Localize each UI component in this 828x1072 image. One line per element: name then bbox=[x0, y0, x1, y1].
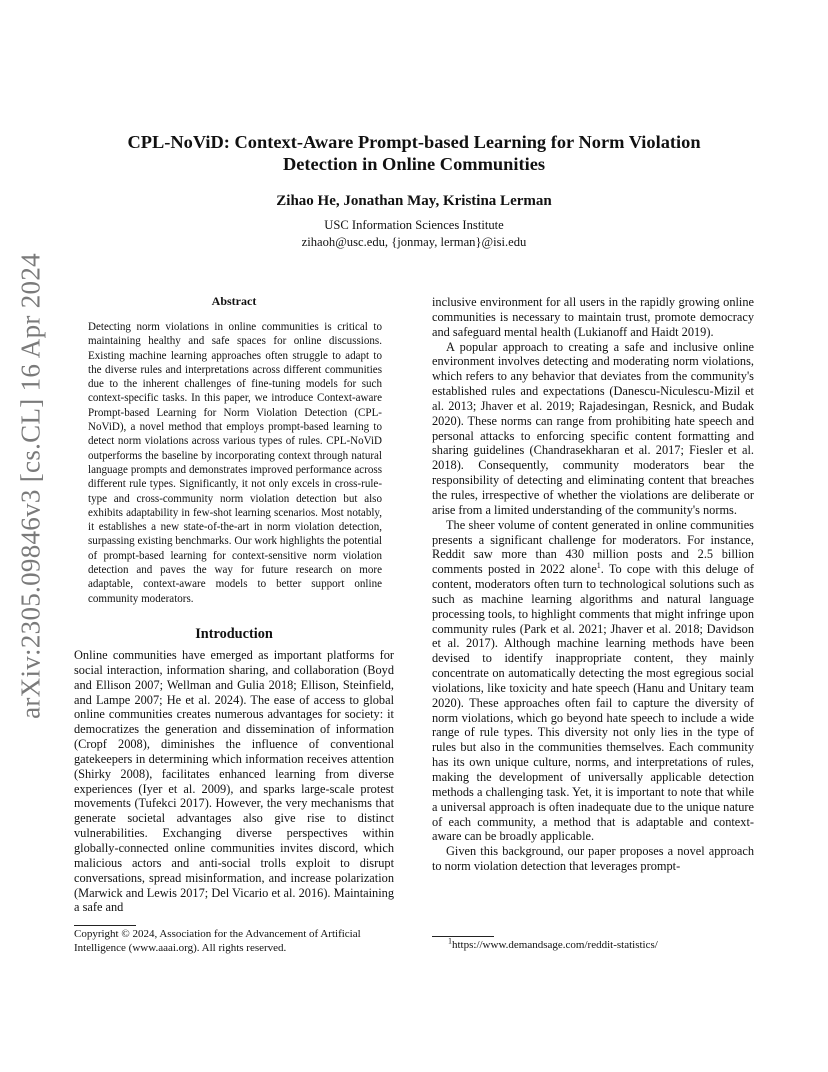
footnote-rule bbox=[432, 936, 494, 937]
introduction-heading: Introduction bbox=[195, 626, 273, 642]
right-column-body bbox=[432, 295, 754, 874]
arxiv-watermark bbox=[0, 253, 62, 719]
abstract-text: Detecting norm violations in online communities is critical to maintaining healthy and safe spaces for online discussions. Existing machine learning approaches often struggle to adapt to the diverse rules and interpretations across different communities due to the inherent challenges of fine-tuning models for such context-specific tasks. In this paper, we introduce Context-aware Prompt-based Learning for Norm Violation Detection (CPL-NoViD), a novel method that employs prompt-based learning to detect norm violations across various types of rules. CPL-NoViD outperforms the baseline by incorporating context through natural language prompts and demonstrates improved performance across different rule types. Significantly, it not only excels in cross-rule-type and cross-community norm violation detection but also exhibits adaptability in few-shot learning scenarios. Most notably, it establishes a new state-of-the-art in norm violation detection, surpassing existing benchmarks. Our work highlights the potential of prompt-based learning for context-sensitive norm violation detection and paves the way for future research on more adaptable, context-aware models to better support online community moderators. bbox=[88, 321, 382, 605]
emails[interactable]: zihaoh@usc.edu, {jonmay, lerman}@isi.edu bbox=[301, 234, 527, 249]
intro-paragraph-1: Online communities have emerged as important platforms for social interaction, information sharing, and collaboration (Boyd and Ellison 2007; Wellman and Gulia 2018; Ellison, Steinfield, and Lampe 2007; He et al. 2024). The ease of access to global online communities creates numerous advantages for society: it democratizes the generation and dissemination of information (Cropf 2008), diminishes the influence of conventional gatekeepers in determining which information receives attention (Shirky 2008), facilitates enhanced learning from diverse experiences (Iyer et al. 2009), and sparks large-scale protest movements (Tufekci 2017). However, the very mechanisms that generate societal advantages also give rise to distinct vulnerabilities. Exchanging diverse perspectives within globally-connected online communities invites discord, which malicious actors and anti-social trolls exploit to disrupt conversations, spread misinformation, and increase polarization (Marwick and Lewis 2017; Del Vicario et al. 2016). Maintaining a safe and bbox=[74, 648, 394, 915]
intro-paragraph-1-continued: inclusive environment for all users in the rapidly growing online communities is necessary to maintain trust, promote democracy and safeguard mental health (Lukianoff and Haidt 2019). bbox=[432, 295, 754, 339]
footnote bbox=[448, 936, 748, 953]
abstract-heading: Abstract bbox=[211, 294, 257, 308]
left-column-body bbox=[74, 648, 394, 915]
institute: USC Information Sciences Institute bbox=[324, 218, 504, 232]
affiliation bbox=[100, 217, 728, 250]
intro-paragraph-3-start: The sheer volume of content generated in online communities presents a significant challenge for moderators. For instance, Reddit saw more than 430 million posts and 2.5 billion comments posted in 2022 alone bbox=[432, 517, 754, 577]
copyright-notice: Copyright © 2024, Association for the Advancement of Artificial Intelligence (www.aaai.org). All rights reserved. bbox=[74, 928, 361, 954]
paper-title: CPL-NoViD: Context-Aware Prompt-based Learning for Norm Violation Detection in Online Communities bbox=[127, 132, 701, 174]
footnote-number: 1 bbox=[448, 936, 452, 946]
authors: Zihao He, Jonathan May, Kristina Lerman bbox=[276, 193, 552, 209]
footnote-url[interactable]: https://www.demandsage.com/reddit-statistics/ bbox=[452, 939, 658, 951]
intro-paragraph-2: A popular approach to creating a safe and inclusive online environment involves detecting and moderating norm violations, which refers to any behavior that deviates from the community's established rules and expectations (Danescu-Niculescu-Mizil et al. 2013; Jhaver et al. 2019; Rajadesingan, Resnick, and Budak 2020). These norms can range from prohibiting hate speech and personal attacks to enforcing specific content formatting and sharing guidelines (Chandrasekharan et al. 2017; Fiesler et al. 2018). Consequently, community moderators bear the responsibility of detecting and eliminating content that breaches the rules, irrespective of whether the violations are deliberate or arise from a limited understanding of the community's norms. bbox=[432, 339, 754, 517]
footnote-marker[interactable]: 1 bbox=[596, 561, 601, 571]
intro-paragraph-3 bbox=[432, 518, 754, 845]
copyright-rule bbox=[74, 925, 136, 926]
intro-paragraph-4: Given this background, our paper proposes a novel approach to norm violation detection that leverages prompt- bbox=[432, 844, 754, 874]
arxiv-id[interactable]: arXiv:2305.09846v3 [cs.CL] 16 Apr 2024 bbox=[15, 253, 46, 719]
intro-paragraph-3-rest: . To cope with this deluge of content, moderators often turn to technological solutions such as such as machine learning algorithms and natural language processing tools, to highlight comments that might infringe upon community rules (Park et al. 2021; Jhaver et al. 2018; Davidson et al. 2017). Although machine learning methods have been devised to identify inappropriate content, they mainly concentrate on automatically detecting the most egregious social violations, like toxicity and hate speech (Hanu and Unitary team 2020). These approaches often fail to capture the diversity of norm violations, which go beyond hate speech to include a wide range of rule types. This diversity not only lies in the type of rules but also in the communities themselves. Each community has its own unique culture, norms, and interpretations of rules, making the development of universally applicable detection methods a challenging task. Yet, it is important to note that while a universal approach is often inadequate due to the unique nature of each community, a method that is adaptable and context-aware can be broadly applicable. bbox=[432, 562, 754, 844]
